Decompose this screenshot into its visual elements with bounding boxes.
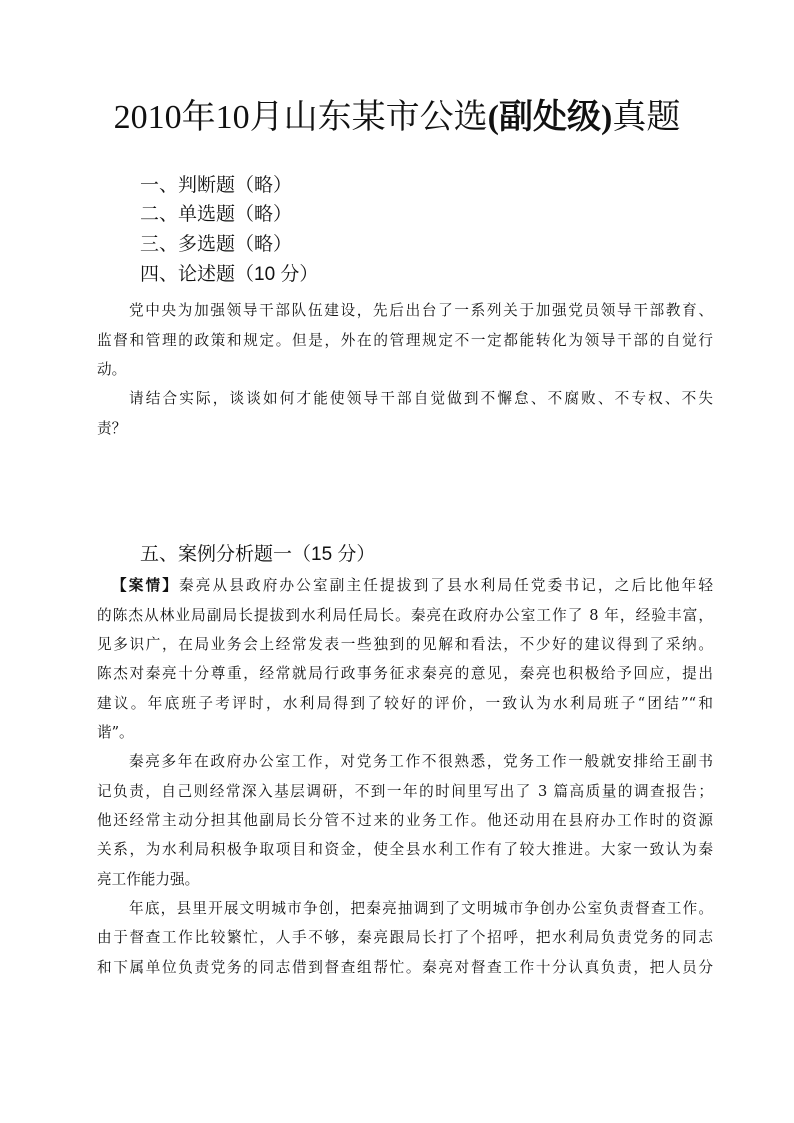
- section-heading-3: 三、多选题（略）: [140, 234, 293, 255]
- essay-p2-line: 请结合实际，谈谈如何才能使领导干部自觉做到不懈怠、不腐败、不专权、不失: [129, 390, 713, 407]
- case-p2-line: 他还经常主动分担其他副局长分管不过来的业务工作。他还动用在县府办工作时的资源: [97, 812, 713, 829]
- case-p1-line: 陈杰对秦亮十分尊重，经常就局行政事务征求秦亮的意见，秦亮也积极给予回应，提出: [97, 665, 713, 682]
- case-p3-line: 年底，县里开展文明城市争创，把秦亮抽调到了文明城市争创办公室负责督查工作。: [129, 900, 713, 917]
- case-p1-line: 见多识广，在局业务会上经常发表一些独到的见解和看法，不少好的建议得到了采纳。: [97, 636, 713, 653]
- section-heading-1: 一、判断题（略）: [140, 175, 293, 196]
- case-p1-line: 的陈杰从林业局副局长提拔到水利局任局长。秦亮在政府办公室工作了 8 年，经验丰富，: [97, 607, 713, 624]
- essay-p2-line: 责？: [97, 420, 127, 437]
- section-heading-5: 五、案例分析题一（15 分）: [140, 544, 376, 565]
- essay-p1-line: 动。: [97, 361, 127, 378]
- case-p3-line: 由于督查工作比较繁忙，人手不够，秦亮跟局长打了个招呼，把水利局负责党务的同志: [97, 929, 713, 946]
- case-p2-line: 关系，为水利局积极争取项目和资金，使全县水利工作有了较大推进。大家一致认为秦: [97, 841, 713, 858]
- case-p1-first: 秦亮从县政府办公室副主任提拔到了县水利局任党委书记，之后比他年轻: [179, 577, 713, 594]
- title-bold: (副处级): [487, 99, 613, 136]
- case-p2-line: 亮工作能力强。: [97, 871, 200, 888]
- section-heading-4: 四、论述题（10 分）: [140, 264, 319, 285]
- title-prefix: 2010年10月山东某市公选: [113, 99, 488, 136]
- case-p3-line: 和下属单位负责党务的同志借到督查组帮忙。秦亮对督查工作十分认真负责，把人员分: [97, 959, 713, 976]
- case-p2-line: 秦亮多年在政府办公室工作，对党务工作不很熟悉，党务工作一般就安排给王副书: [129, 753, 713, 770]
- case-p2-line: 记负责，自己则经常深入基层调研，不到一年的时间里写出了 3 篇高质量的调查报告；: [97, 783, 713, 800]
- case-p1-line: 建议。年底班子考评时，水利局得到了较好的评价，一致认为水利局班子“团结”“和: [97, 695, 713, 712]
- title-suffix: 真题: [612, 99, 681, 136]
- case-tag: 【案情】: [112, 577, 180, 594]
- essay-p1-line: 监督和管理的政策和规定。但是，外在的管理规定不一定都能转化为领导干部的自觉行: [97, 332, 713, 349]
- case-p1-line: 谐”。: [97, 724, 134, 741]
- document-title: [0, 96, 794, 140]
- section-heading-2: 二、单选题（略）: [140, 204, 293, 225]
- case-p1-line: [112, 576, 713, 596]
- essay-p1-line: 党中央为加强领导干部队伍建设，先后出台了一系列关于加强党员领导干部教育、: [129, 302, 713, 319]
